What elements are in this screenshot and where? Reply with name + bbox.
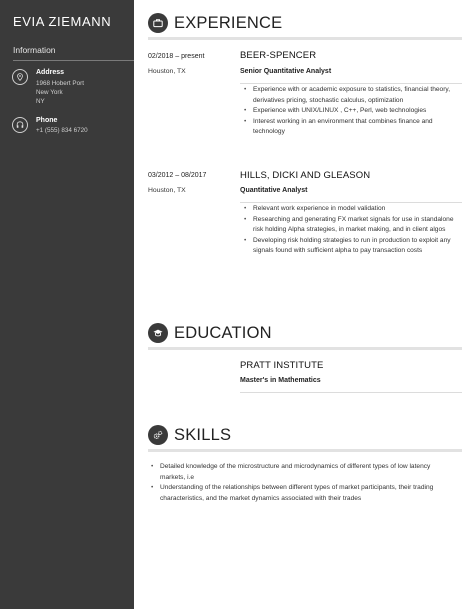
- skills-rule: [148, 449, 462, 452]
- list-item: • Researching and generating FX market signals for use in standalone risk holding Alpha strategies, in market making, and in client algos: [243, 215, 459, 236]
- location-pin-icon: [12, 69, 28, 85]
- list-item: • Experience with or academic exposure to statistics, financial theory, derivatives pricing, stochastic calculus, optimization: [243, 85, 459, 106]
- phone-icon: [12, 117, 28, 133]
- experience-heading: [148, 13, 462, 37]
- job-1-role: Senior Quantitative Analyst: [240, 68, 332, 75]
- education-rule: [148, 347, 462, 350]
- information-heading: Information: [13, 45, 56, 55]
- degree: Master's in Mathematics: [240, 377, 321, 384]
- briefcase-icon: [148, 13, 168, 33]
- job-2-company: HILLS, DICKI AND GLEASON: [240, 170, 371, 181]
- job-2-location: Houston, TX: [148, 187, 186, 194]
- job-1-bullets: [243, 85, 459, 138]
- list-item: • Interest working in an environment that combines finance and technology: [243, 117, 459, 138]
- experience-rule: [148, 37, 462, 40]
- education-heading: [148, 323, 462, 347]
- phone-block: [12, 117, 130, 139]
- job-2-divider: [240, 202, 462, 203]
- job-2-dates: 03/2012 – 08/2017: [148, 172, 207, 179]
- sidebar-divider: [13, 60, 134, 61]
- job-1-dates: 02/2018 – present: [148, 53, 205, 60]
- list-item: • Developing risk holding strategies to run in production to exploit any signals found with sufficient alpha to pay transaction costs: [243, 236, 459, 257]
- list-item: • Relevant work experience in model validation: [243, 204, 459, 215]
- list-item: • Experience with UNIX/LINUX , C++, Perl, web technologies: [243, 106, 459, 117]
- address-line-state: NY: [36, 98, 45, 105]
- sidebar: [0, 0, 134, 609]
- experience-title: EXPERIENCE: [174, 14, 283, 32]
- address-label: Address: [36, 69, 65, 76]
- school-name: PRATT INSTITUTE: [240, 360, 324, 371]
- education-divider: [240, 392, 462, 393]
- education-title: EDUCATION: [174, 324, 272, 342]
- graduation-cap-icon: [148, 323, 168, 343]
- job-1-company: BEER-SPENCER: [240, 50, 317, 61]
- phone-number: +1 (555) 834 6720: [36, 127, 88, 134]
- skills-heading: [148, 425, 462, 449]
- phone-label: Phone: [36, 117, 58, 124]
- list-item: • Detailed knowledge of the microstructure and microdynamics of different types of low latency markets, i.e: [150, 462, 456, 483]
- job-1-divider: [240, 83, 462, 84]
- address-block: [12, 69, 130, 109]
- skills-title: SKILLS: [174, 426, 232, 444]
- gears-icon: [148, 425, 168, 445]
- list-item: • Understanding of the relationships between different types of market participants, their trading characteristics, and the market dynamics associated with their trades: [150, 483, 456, 504]
- job-2-bullets: [243, 204, 459, 257]
- job-2-role: Quantitative Analyst: [240, 187, 308, 194]
- address-line-city: New York: [36, 89, 63, 96]
- job-1-location: Houston, TX: [148, 68, 186, 75]
- candidate-name: EVIA ZIEMANN: [13, 14, 112, 29]
- skills-list: [150, 462, 456, 504]
- address-line-street: 1968 Hobert Port: [36, 80, 84, 87]
